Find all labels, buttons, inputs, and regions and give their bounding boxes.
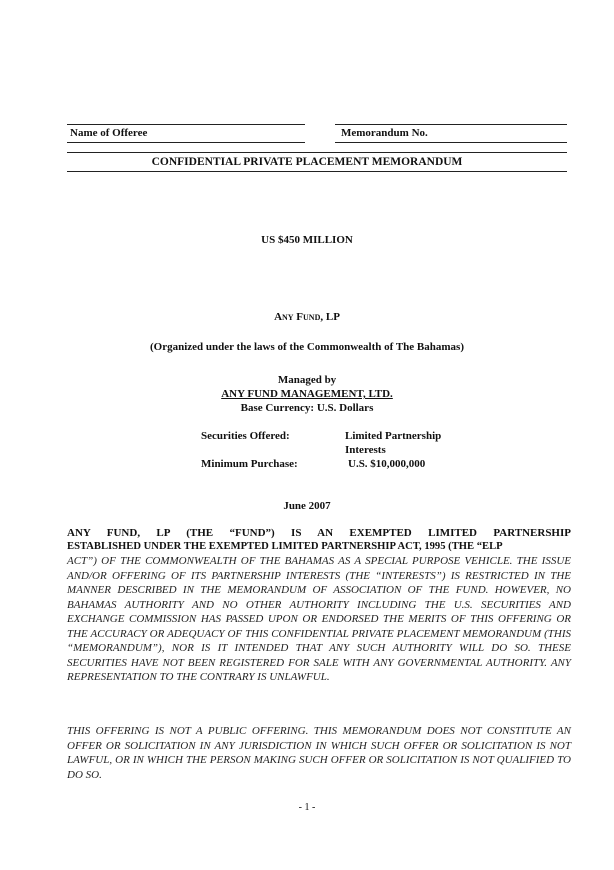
fund-name: Any Fund, LP — [274, 311, 340, 323]
title-bottom-rule — [67, 171, 567, 172]
legend-paragraph-2: THIS OFFERING IS NOT A PUBLIC OFFERING. THIS MEMORANDUM DOES NOT CONSTITUTE AN OFFER OR SOLICITATION IN ANY JURISDICTION IN WHICH SUCH OFFER OR SOLICITATION IS NOT LAWFUL, OR IN WHICH THE PERSON MAKING SUCH OFFER OR SOLICITATION IS NOT QUALIFIED TO DO SO. — [67, 725, 571, 781]
offering-amount: US $450 MILLION — [261, 234, 353, 246]
page-number: - 1 - — [298, 802, 316, 813]
organized-under: (Organized under the laws of the Commonwealth of The Bahamas) — [149, 341, 464, 353]
managed-by-label: Managed by — [277, 374, 337, 386]
document-date: June 2007 — [283, 500, 331, 512]
offeree-top-rule — [67, 124, 305, 125]
memo-bottom-rule — [335, 142, 567, 143]
memo-top-rule — [335, 124, 567, 125]
legend-bold-line-2: ESTABLISHED UNDER THE EXEMPTED LIMITED PARTNERSHIP ACT, 1995 (THE “ELP — [67, 541, 503, 552]
securities-offered-value-2: Interests — [345, 444, 386, 456]
manager-name: ANY FUND MANAGEMENT, LTD. — [221, 388, 393, 400]
memorandum-no-label: Memorandum No. — [341, 127, 428, 139]
securities-offered-label: Securities Offered: — [201, 430, 290, 442]
securities-offered-value-1: Limited Partnership — [345, 430, 442, 442]
minimum-purchase-label: Minimum Purchase: — [201, 458, 298, 470]
offeree-bottom-rule — [67, 142, 305, 143]
document-title: CONFIDENTIAL PRIVATE PLACEMENT MEMORANDUM — [151, 156, 463, 168]
name-of-offeree-label: Name of Offeree — [70, 127, 148, 139]
legend-paragraph-1: ACT”) OF THE COMMONWEALTH OF THE BAHAMAS AS A SPECIAL PURPOSE VEHICLE. THE ISSUE AND/OR OFFERING OF ITS PARTNERSHIP INTERESTS (THE “INTERESTS”) IS RESTRICTED IN THE MANNER DESCRIBED IN THE MEMORANDUM OF ASSOCIATION OF THE FUND. HOWEVER, NO BAHAMAS AUTHORITY AND NO OTHER AUTHORITY INCLUDING THE U.S. SECURITIES AND EXCHANGE COMMISSION HAS PASSED UPON OR ENDORSED THE MERITS OF THIS OFFERING OR THE ACCURACY OR ADEQUACY OF THIS CONFIDENTIAL PRIVATE PLACEMENT MEMORANDUM (THIS “MEMORANDUM”), NOR IS IT INTENDED THAT ANY SUCH AUTHORITY WILL DO SO. THESE SECURITIES HAVE NOT BEEN REGISTERED FOR SALE WITH ANY GOVERNMENTAL AUTHORITY. ANY REPRESENTATION TO THE CONTRARY IS UNLAWFUL. — [67, 555, 571, 683]
legend-bold-line-1: ANY FUND, LP (THE “FUND”) IS AN EXEMPTED LIMITED PARTNERSHIP — [67, 527, 571, 539]
title-top-rule — [67, 152, 567, 153]
base-currency: Base Currency: U.S. Dollars — [240, 402, 374, 414]
minimum-purchase-value: U.S. $10,000,000 — [348, 458, 426, 470]
